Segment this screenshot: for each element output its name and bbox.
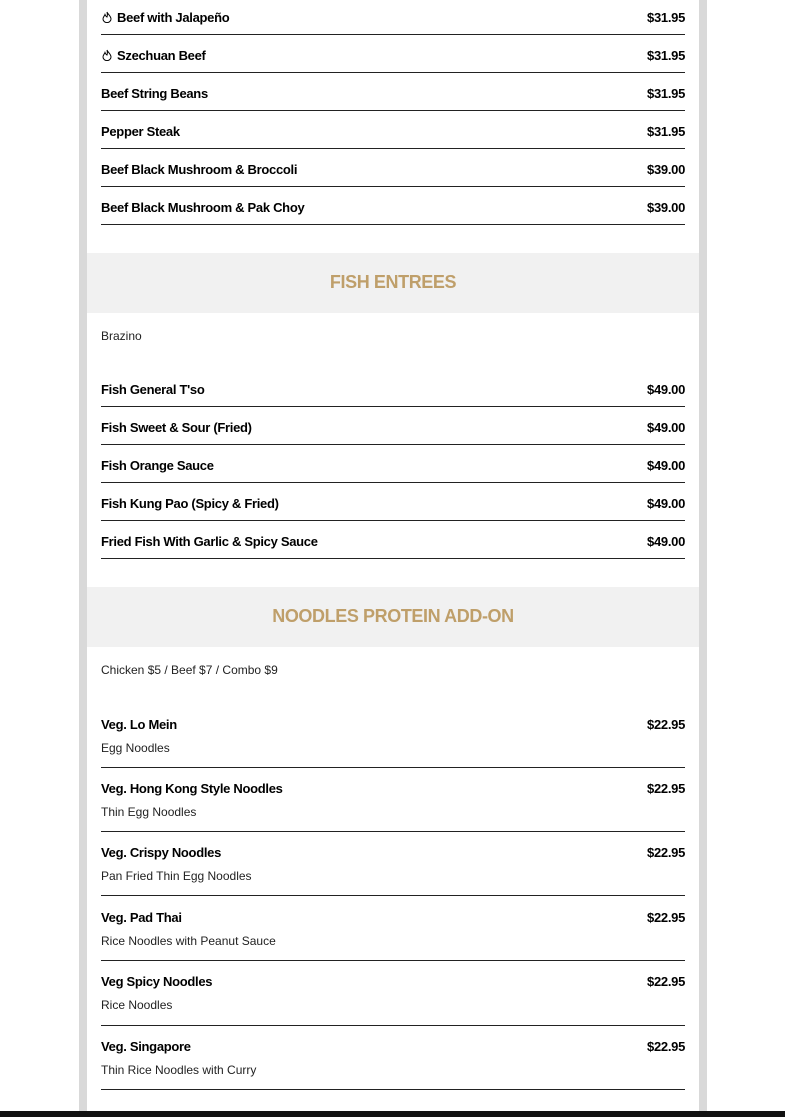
item-price: $31.95 [647, 10, 685, 25]
item-description: Egg Noodles [101, 741, 170, 755]
item-name: Fish Orange Sauce [101, 458, 214, 473]
menu-item-beef-black-mushroom-pak-choy[interactable] [101, 200, 685, 225]
menu-item-beef-with-jalapeno[interactable] [101, 10, 685, 35]
menu-item-fish-orange-sauce[interactable] [101, 458, 685, 483]
item-price: $22.95 [647, 717, 685, 732]
item-price: $31.95 [647, 86, 685, 101]
menu-item-veg-singapore[interactable] [101, 1039, 685, 1090]
menu-item-fish-sweet-sour[interactable] [101, 420, 685, 445]
menu-page [87, 0, 699, 1111]
item-name: Veg. Hong Kong Style Noodles [101, 781, 283, 796]
item-name: Veg. Singapore [101, 1039, 191, 1054]
section-header-noodles-protein-add-on [87, 587, 699, 647]
item-price: $49.00 [647, 534, 685, 549]
item-name: Pepper Steak [101, 124, 180, 139]
item-price: $49.00 [647, 458, 685, 473]
item-description: Thin Egg Noodles [101, 805, 197, 819]
item-price: $22.95 [647, 845, 685, 860]
menu-item-fish-general-tso[interactable] [101, 382, 685, 407]
item-name: Beef Black Mushroom & Pak Choy [101, 200, 305, 215]
item-description: Pan Fried Thin Egg Noodles [101, 869, 252, 883]
section-title: FISH ENTREES [329, 272, 457, 292]
item-price: $31.95 [647, 48, 685, 63]
menu-item-fish-kung-pao[interactable] [101, 496, 685, 521]
section-title: NOODLES PROTEIN ADD-ON [272, 606, 514, 626]
section-header-fish-entrees [87, 253, 699, 313]
item-description: Thin Rice Noodles with Curry [101, 1063, 257, 1077]
item-name: Veg. Crispy Noodles [101, 845, 222, 860]
item-price: $22.95 [647, 781, 685, 796]
item-name: Beef String Beans [101, 86, 208, 101]
item-price: $31.95 [647, 124, 685, 139]
menu-item-veg-lo-mein[interactable] [101, 717, 685, 768]
item-description: Rice Noodles with Peanut Sauce [101, 934, 276, 948]
item-price: $49.00 [647, 496, 685, 511]
item-price: $39.00 [647, 162, 685, 177]
item-name: Fish Sweet & Sour (Fried) [101, 420, 252, 435]
item-name: Beef with Jalapeño [117, 10, 230, 25]
bottom-edge-bar [0, 1111, 785, 1117]
item-price: $22.95 [647, 910, 685, 925]
left-page-rail [79, 0, 87, 1111]
flame-icon [101, 49, 113, 61]
menu-item-veg-spicy-noodles[interactable] [101, 974, 685, 1026]
item-description: Rice Noodles [101, 998, 173, 1012]
section-note: Brazino [101, 329, 142, 343]
item-name: Fish Kung Pao (Spicy & Fried) [101, 496, 279, 511]
item-price: $22.95 [647, 974, 685, 989]
right-page-rail [699, 0, 707, 1111]
menu-item-veg-pad-thai[interactable] [101, 910, 685, 961]
item-name: Fish General T'so [101, 382, 205, 397]
menu-item-beef-string-beans[interactable] [101, 86, 685, 111]
item-price: $22.95 [647, 1039, 685, 1054]
item-price: $49.00 [647, 382, 685, 397]
flame-icon [101, 11, 113, 23]
item-name: Fried Fish With Garlic & Spicy Sauce [101, 534, 318, 549]
menu-item-szechuan-beef[interactable] [101, 48, 685, 73]
item-name: Veg. Lo Mein [101, 717, 177, 732]
item-name: Veg. Pad Thai [101, 910, 182, 925]
item-name: Beef Black Mushroom & Broccoli [101, 162, 298, 177]
item-name: Szechuan Beef [117, 48, 206, 63]
item-price: $39.00 [647, 200, 685, 215]
menu-item-veg-hong-kong-noodles[interactable] [101, 781, 685, 832]
item-name: Veg Spicy Noodles [101, 974, 213, 989]
section-note: Chicken $5 / Beef $7 / Combo $9 [101, 663, 278, 677]
menu-item-beef-black-mushroom-broccoli[interactable] [101, 162, 685, 187]
menu-item-fried-fish-garlic-spicy[interactable] [101, 534, 685, 559]
menu-item-pepper-steak[interactable] [101, 124, 685, 149]
menu-item-veg-crispy-noodles[interactable] [101, 845, 685, 896]
item-price: $49.00 [647, 420, 685, 435]
